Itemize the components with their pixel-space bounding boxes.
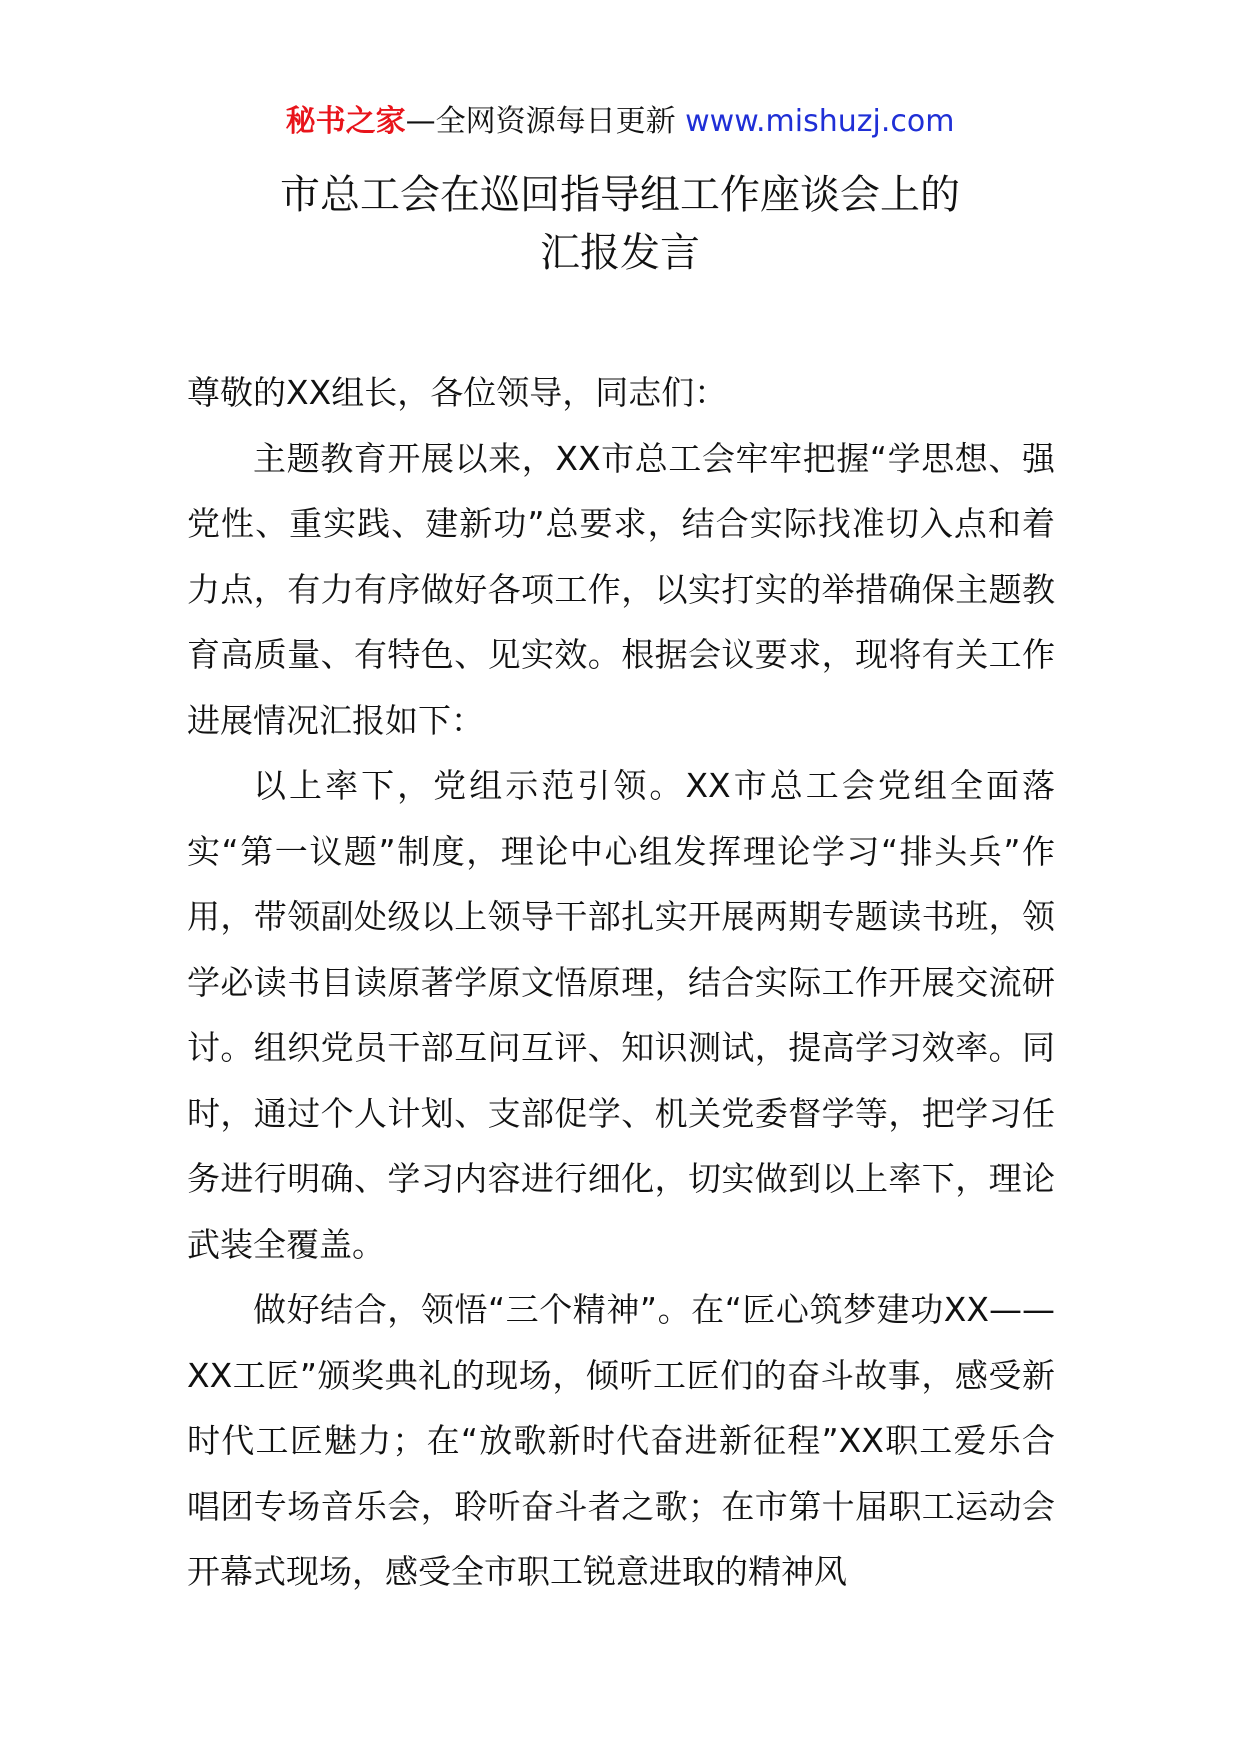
title-line-2: 汇报发言 [540,230,700,276]
header-slogan: —全网资源每日更新 [405,104,676,139]
brand-name: 秘书之家 [285,104,406,139]
paragraph-2: 以上率下，党组示范引领。XX市总工会党组全面落实“第一议题”制度，理论中心组发挥理论学习“排头兵”作用，带领副处级以上领导干部扎实开展两期专题读书班，领学必读书目读原著学原文悟原理，结合实际工作开展交流研讨。组织党员干部互问互评、知识测试，提高学习效率。同时，通过个人计划、支部促学、机关党委督学等，把学习任务进行明确、学习内容进行细化，切实做到以上率下，理论武装全覆盖。 [187,766,1055,1264]
document-title [0,166,1240,282]
paragraph-1: 主题教育开展以来，XX市总工会牢牢把握“学思想、强党性、重实践、建新功”总要求，结合实际找准切入点和着力点，有力有序做好各项工作，以实打实的举措确保主题教育高质量、有特色、见实效。根据会议要求，现将有关工作进展情况汇报如下： [187,438,1055,740]
document-body [187,360,1055,1605]
title-line-1: 市总工会在巡回指导组工作座谈会上的 [280,172,960,218]
site-header [0,100,1240,144]
website-link[interactable]: www.mishuzj.com [685,104,955,139]
salutation: 尊敬的XX组长，各位领导，同志们： [187,373,728,412]
paragraph-3: 做好结合，领悟“三个精神”。在“匠心筑梦建功XX——XX工匠”颁奖典礼的现场，倾听工匠们的奋斗故事，感受新时代工匠魅力；在“放歌新时代奋进新征程”XX职工爱乐合唱团专场音乐会，聆听奋斗者之歌；在市第十届职工运动会开幕式现场，感受全市职工锐意进取的精神风 [187,1290,1055,1591]
